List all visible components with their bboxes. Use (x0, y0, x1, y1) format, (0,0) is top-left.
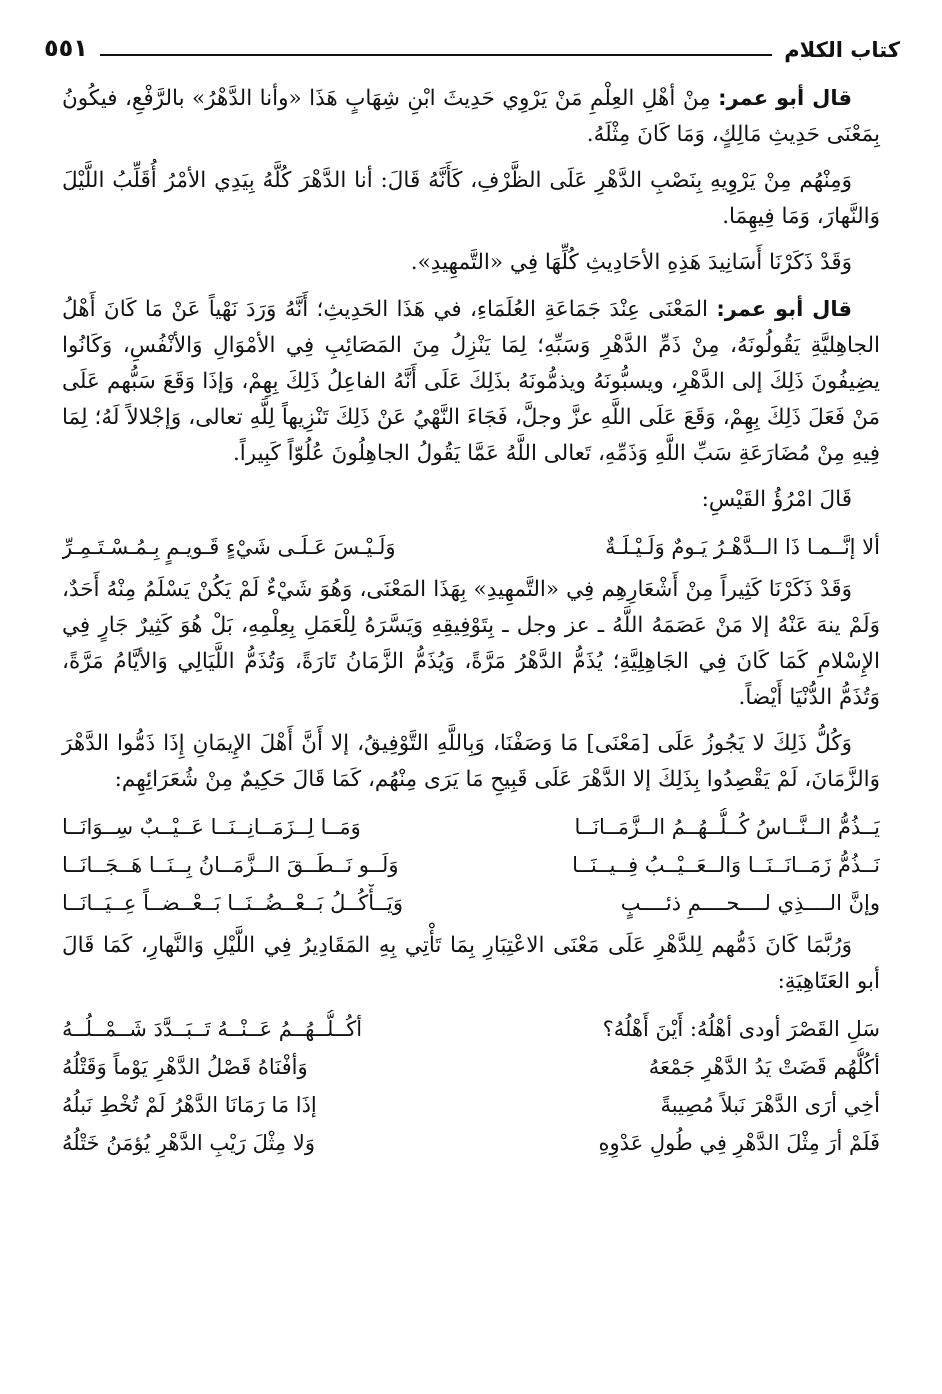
paragraph-text: وَرُبَّمَا كَانَ ذَمُّهم لِلدَّهْرِ عَلَى مَعْنَى الاعْتِبَارِ بِمَا تَأْتِي بِهِ المَقَادِيرُ فِي اللَّيْلِ وَالنَّهارِ، كَمَا قَالَ أبو العَتَاهِيَةِ: (62, 933, 880, 994)
verse-first-hemistich: وإنَّ الــــذِي لــــحــــمِ ذئــــبٍ (620, 891, 880, 915)
speaker-label: قال أبو عمر: (716, 297, 852, 321)
verse-second-hemistich: أكُــلُّــهُــمُ عَــنْــهُ تَــبَــدَّدَ شَــمْــلُــهُ (62, 1017, 363, 1041)
verse-first-hemistich: يَــذُمُّ الــنَّــاسُ كُــلُّــهُــمُ الــزَّمَــانَــا (574, 815, 880, 839)
paragraph-text: وَقَدْ ذَكَرْنَا كَثِيراً مِنْ أَشْعَارِهِم فِي «التَّمهِيدِ» بِهَذَا المَعْنَى، وَهُوَ شَيْءٌ لَمْ يَكُنْ يَسْلَمُ مِنْهُ أَحَدٌ، وَلَمْ ينهَ عَنْهُ إلا مَنْ عَصَمَهُ اللَّهُ ـ عز وجل ـ بِتَوْفِيقِهِ وَيَسَّرَهُ لِلْعَمَلِ بِعِلْمِهِ، بَلْ هُوَ كَثِيرٌ جَارٍ فِي الإِسْلامِ كَمَا كَانَ فِي الجَاهِلِيَّةِ؛ يُذَمُّ الدَّهْرُ مَرَّةً، وَيُذَمُّ الزَّمَانُ تَارَةً، وَتُذَمُّ اللَّيَالِي وَالأيَّامُ مَرَّةً، وَتُذَمُّ الدُّنْيَا أَيْضاً. (62, 577, 880, 710)
header-rule (100, 54, 772, 56)
verse-line (62, 808, 880, 846)
paragraph-7 (62, 726, 880, 798)
verse-line (62, 1010, 880, 1048)
verse-second-hemistich: وَأفْنَاهُ قَصْلُ الدَّهْرِ يَوْماً وَقَتْلُهُ (62, 1055, 308, 1079)
paragraph-1 (62, 80, 880, 153)
verse-second-hemistich: وَيَــأْكُــلُ بَــعْــضُــنَــا بَــعْــضــاً عِــيَــانَــا (62, 891, 403, 915)
paragraph-text: وَكُلُّ ذَلِكَ لا يَجُوزُ عَلَى [مَعْنَى] مَا وَصَفْنَا، وَبِاللَّهِ التَّوْفِيقُ، إلا أَنَّ أَهْلَ الإِيمَانِ إِذَا ذَمُّوا الدَّهْرَ وَالزَّمَانَ، لَمْ يَقْصِدُوا بِذَلِكَ إلا الدَّهْرَ عَلَى قَبِيحِ مَا يَرَى مِنْهُم، كَمَا قَالَ حَكِيمٌ مِنْ شُعَرَائِهِم: (62, 731, 880, 792)
paragraph-text: وَمِنْهُم مِنْ يَرْوِيهِ بِنَصْبِ الدَّهْرِ عَلَى الظَّرْفِ، كَأَنَّهُ قَالَ: أنا الدَّهْرَ كُلَّهُ بِيَدِي الأمْرُ أُقَلِّبُ اللَّيْلَ وَالنَّهارَ، وَمَا فِيهِمَا. (62, 168, 880, 229)
paragraph-text: مِنْ أهْلِ العِلْمِ مَنْ يَرْوِي حَدِيثَ ابْنِ شِهَابٍ هَذَا «وأنا الدَّهْرُ» بالرَّفْعِ، فيكُونُ بِمَعْنَى حَدِيثِ مَالِكٍ، وَمَا كَانَ مِثْلَهُ. (62, 86, 880, 147)
verse-line (62, 1124, 880, 1162)
poem-wise-poet (62, 808, 880, 922)
paragraph-text: قَالَ امْرُؤُ القَيْسِ: (701, 487, 852, 512)
verse-first-hemistich: أخِي أرَى الدَّهْرَ نَبلاً مُصِيبةً (660, 1093, 880, 1117)
verse-line (62, 1086, 880, 1124)
paragraph-8 (62, 928, 880, 1000)
verse-second-hemistich: وَمَــا لِــزَمَــانِــنَــا عَــيْــبٌ سِــوَانَــا (62, 815, 361, 839)
verse-second-hemistich: وَلَـيْـسَ عَـلَـى شَيْءٍ قَـويـمٍ بِـمُـسْـتَـمِـرِّ (62, 535, 396, 559)
poem-abu-al-atahiya (62, 1010, 880, 1162)
verse-first-hemistich: أكُلُّهُم قَضَتْ يَدُ الدَّهْرِ جَمْعَهُ (648, 1055, 880, 1079)
paragraph-text: المَعْنَى عِنْدَ جَمَاعَةِ العُلَمَاءِ، في هَذَا الحَدِيثِ؛ أَنَّهُ وَرَدَ نَهْياً عَنْ مَا كَانَ أَهْلُ الجاهِليَّةِ يَقُولُونَهُ، مِنْ ذَمِّ الدَّهْرِ وَسَبِّهِ؛ لِمَا يَنْزِلُ مِنَ المَصَائِبِ فِي الأمْوَالِ وَالأنْفُسِ، وَكَانُوا يضِيفُونَ ذَلِكَ إلى الدَّهْرِ، ويسبُّونَهُ ويذمُّونَهُ بذَلِكَ عَلَى أَنَّهُ الفاعِلُ ذَلِكَ بِهِمْ، وَإذَا وَقَعَ سَبُّهم عَلَى مَنْ فَعَلَ ذَلِكَ بِهِمْ، وَقَعَ عَلَى اللَّهِ عزَّ وجلَّ، فَجَاءَ النَّهْيُ عَنْ ذَلِكَ تَنْزِيهاً لِلَّهِ تعالى، وَإجْلالاً لَهُ؛ لِمَا فِيهِ مِنْ مُضَارَعَةِ سَبِّ اللَّهِ وَذَمِّهِ، تَعالى اللَّهُ عَمَّا يَقُولُ الجاهِلُونَ عُلُوّاً كَبِيراً. (62, 297, 880, 466)
book-title: كتاب الكلام (784, 38, 900, 62)
verse-line (62, 884, 880, 922)
verse-first-hemistich: سَلِ القَصْرَ أودى أهْلُهُ: أَيْنَ أَهْلُهُ؟ (602, 1017, 880, 1041)
speaker-label: قال أبو عمر: (718, 86, 852, 110)
verse-first-hemistich: فَلَمْ أرَ مِثْلَ الدَّهْرِ فِي طُولِ عَدْوِهِ (598, 1131, 880, 1155)
paragraph-text: وَقَدْ ذَكَرْنَا أَسَانِيدَ هَذِهِ الأحَادِيثِ كُلِّهَا فِي «التَّمهِيدِ». (410, 250, 852, 275)
verse-second-hemistich: وَلا مِثْلَ رَيْبِ الدَّهْرِ يُؤمَنُ خَتْلُهُ (62, 1131, 315, 1155)
paragraph-3 (62, 245, 880, 281)
verse-first-hemistich: نَــذُمُّ زَمَــانَــنَــا وَالــعَــيْــبُ فِــيــنَــا (572, 853, 880, 877)
page-number: ٥٥١ (44, 34, 88, 62)
verse-second-hemistich: إذَا مَا رَمَانَا الدَّهْرُ لَمْ تُخْطِ نَبلُهُ (62, 1093, 317, 1117)
verse-line (62, 846, 880, 884)
verse-second-hemistich: وَلَــو نَــطَــقَ الــزَّمَــانُ بِــنَــا هَــجَــانَــا (62, 853, 399, 877)
paragraph-5 (62, 482, 880, 518)
paragraph-2 (62, 163, 880, 235)
paragraph-6 (62, 572, 880, 716)
paragraph-4 (62, 291, 880, 472)
running-header (44, 28, 900, 62)
verse-line (62, 528, 880, 566)
verse-line (62, 1048, 880, 1086)
verse-first-hemistich: ألا إنَّــمـا ذَا الــدَّهْـرُ يَـومٌ وَلَـيْـلَـةٌ (605, 535, 880, 559)
poem-imru-al-qais (62, 528, 880, 566)
